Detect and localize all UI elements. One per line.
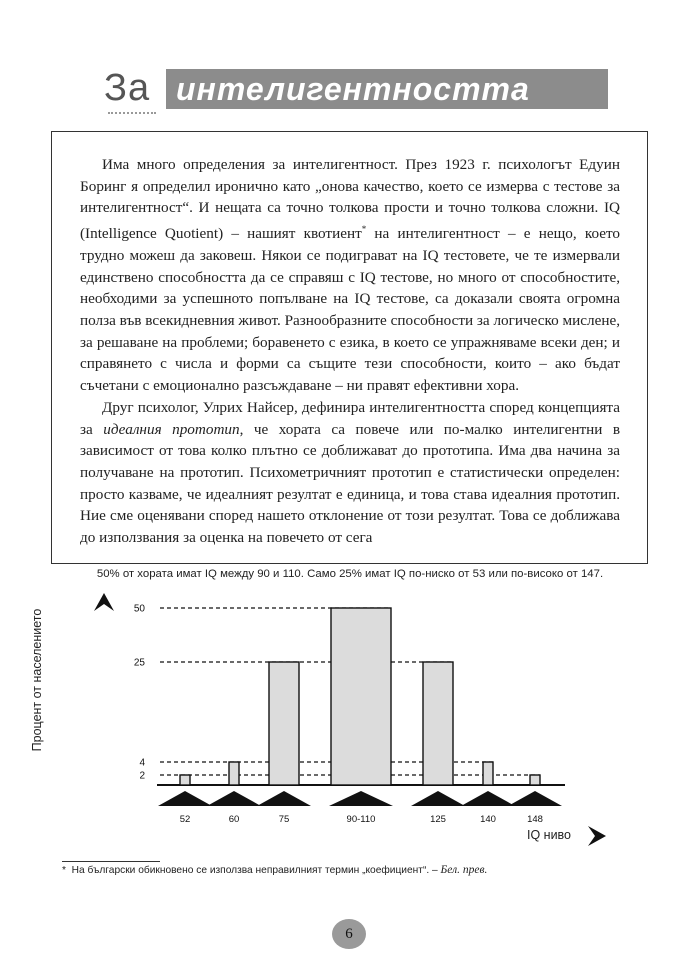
marker-90-110-icon	[329, 791, 393, 806]
paragraph-2-start: Друг психолог, Улрих Найсер, дефинира интелигентността според концепцията за	[80, 398, 620, 438]
y-tick-label-50: 50	[133, 603, 145, 615]
y-axis-arrow-icon	[94, 593, 114, 611]
paragraph-2-emphasis: идеалния прототип	[103, 420, 240, 438]
footnote-mark: *	[361, 224, 367, 235]
x-tick-label-52: 52	[179, 814, 191, 825]
bar-75	[269, 662, 299, 785]
chapter-title-prefix: За	[104, 67, 151, 109]
bar-148	[530, 775, 540, 785]
y-tick-label-2: 2	[139, 770, 145, 782]
x-tick-label-125: 125	[430, 814, 446, 825]
x-axis-arrow-icon	[588, 826, 606, 846]
bar-125	[423, 662, 453, 785]
footnote-rule	[62, 861, 160, 862]
marker-125-icon	[411, 791, 465, 806]
marker-60-icon	[207, 791, 261, 806]
x-tick-label-60: 60	[228, 814, 240, 825]
chart-caption: 50% от хората имат IQ между 90 и 110. Само 25% имат IQ по-ниско от 53 или по-високо от 147.	[96, 568, 604, 580]
y-tick-label-4: 4	[139, 757, 145, 769]
x-tick-label-148: 148	[527, 814, 543, 825]
y-tick-label-25: 25	[133, 657, 145, 669]
paragraph-1-rest: на интелигентност – е нещо, което трудно можеш да заковеш. Някои се подиграват на IQ тестовете, че те измервали единствено способността да се справяш с IQ тестове, но много от способностите, необходими за успешното попълване на IQ тестове, са доказали своята огромна полза във всекидневния живот. Разнообразните способности за логическо мислене, за решаване на проблеми; боравенето с езика, в което се упражняваме всеки ден; и справянето с числа и форми са същите тези способности, които – ако бъдат съчетани с емоционално разсъждаване – ни правят ефективни хора.	[80, 225, 621, 395]
x-tick-label-75: 75	[278, 814, 290, 825]
chapter-title-main: интелигентността	[176, 71, 530, 107]
footnote-note: Бел. прев.	[440, 864, 488, 876]
x-tick-label-140: 140	[480, 814, 496, 825]
marker-52-icon	[158, 791, 212, 806]
bar-90-110	[331, 608, 391, 785]
x-axis-title: IQ ниво	[527, 828, 572, 842]
paragraph-1-start: Има много определения за интелигентност. През 1923 г. психологът Едуин Боринг я определил иронично като „онова качество, което се измерва с тестове за интелигентност“. И нещата са точно толкова прости и точно толкова сложни. IQ (Intelligence Quotient) – нашият квотиент	[80, 156, 620, 243]
marker-148-icon	[508, 791, 562, 806]
bar-60	[229, 762, 239, 785]
y-axis-title: Процент от населението	[30, 608, 44, 752]
marker-75-icon	[257, 791, 311, 806]
paragraph-2-rest: , че хората са повече или по-малко интелигентни в зависимост от това колко плътно се доближават до прототипа. Има два начина за получаване на прототип. Психометричният прототип е статистически определен: просто казваме, че идеалният резултат е единица, и това става идеалния прототип. Ние сме оценявани според нашето отклонение от този резултат. Това се доближава до използвания за оценка на повечето от сега	[80, 420, 620, 547]
bar-140	[483, 762, 493, 785]
footnote	[62, 864, 642, 876]
footnote-mark-bottom: *	[62, 865, 66, 876]
page-number: 6	[332, 919, 366, 949]
x-tick-label-90-110: 90-110	[346, 814, 376, 825]
marker-140-icon	[461, 791, 515, 806]
bar-52	[180, 775, 190, 785]
footnote-text: На български обикновено се използва неправилният термин „коефициент“. –	[71, 865, 441, 876]
